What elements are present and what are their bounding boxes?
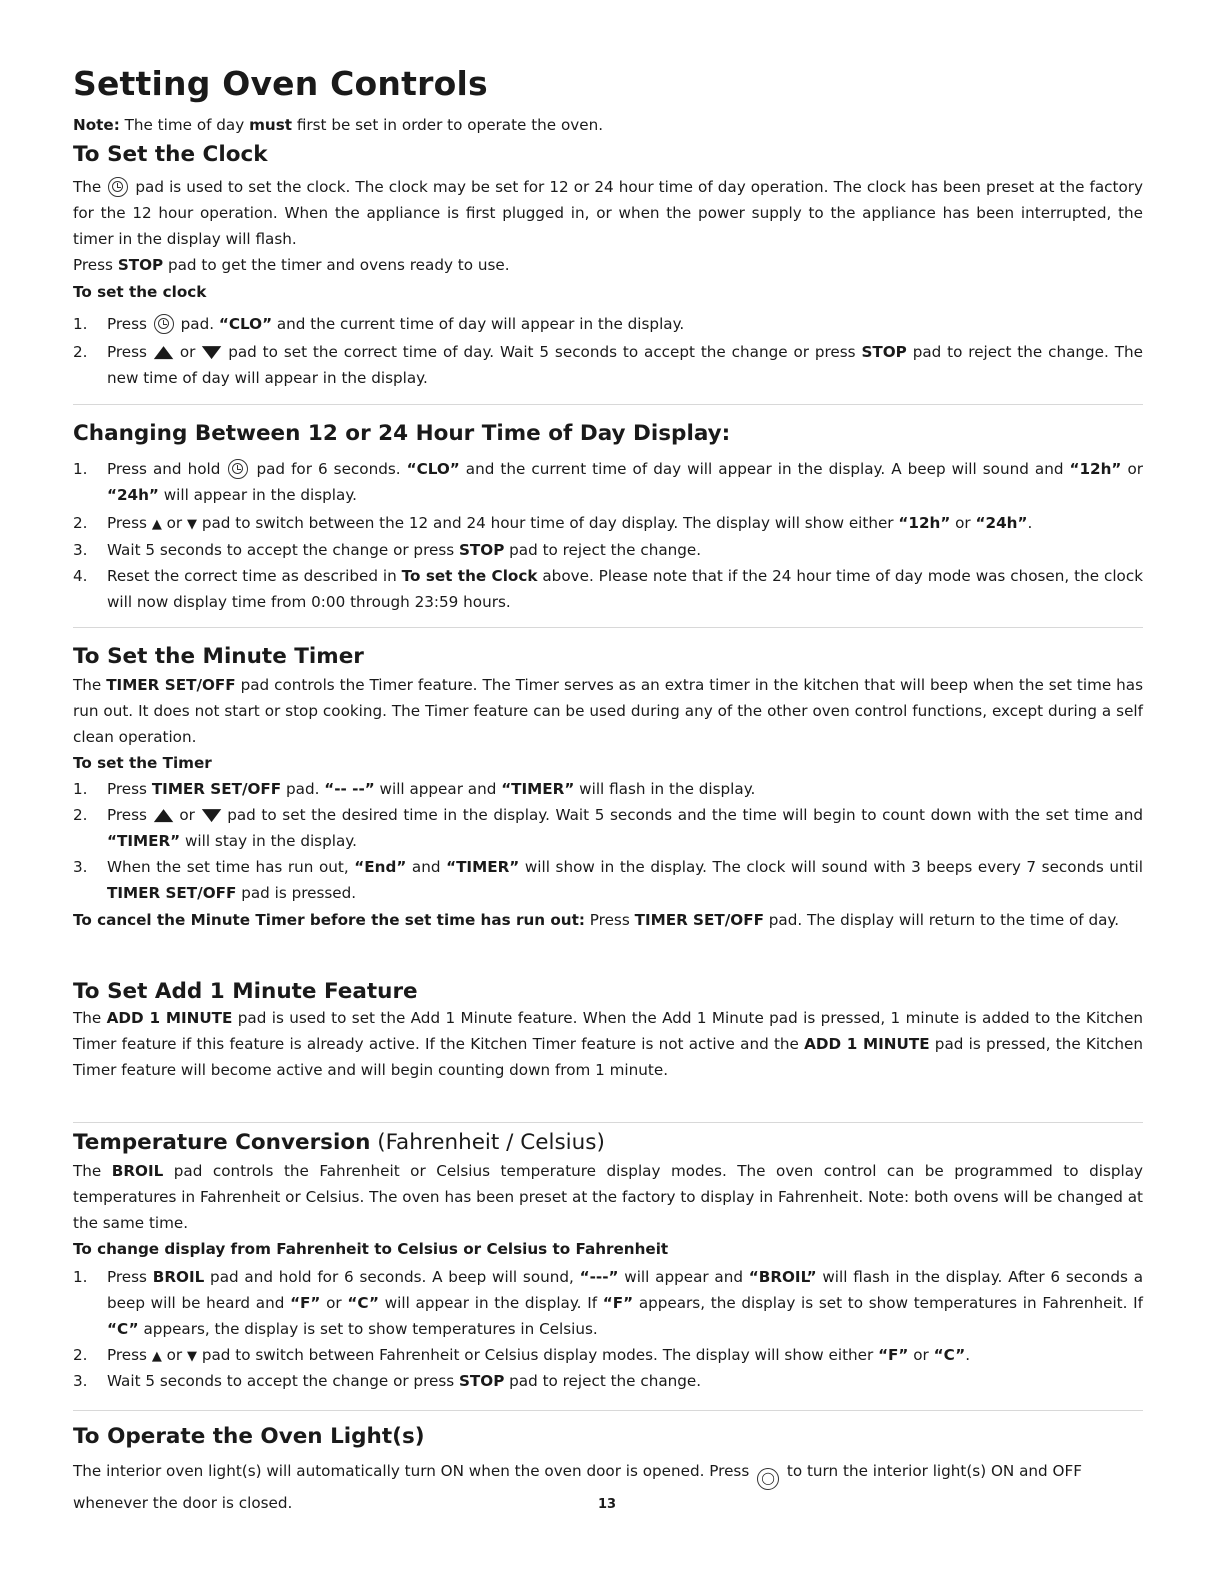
timer-intro: The TIMER SET/OFF pad controls the Timer feature. The Timer serves as an extra timer in the kitchen that will beep when the set time has run out. It does not start or stop cooking. The Timer feature can be used during any of the other oven control functions, except during a self clean operation. (73, 676, 1143, 746)
add-1-minute-text: The ADD 1 MINUTE pad is used to set the Add 1 Minute feature. When the Add 1 Minute pad is pressed, 1 minute is added to the Kitchen Timer feature if this feature is already active. If the Kitchen Timer feature is not active and the ADD 1 MINUTE pad is pressed, the Kitchen Timer feature will become active and will begin counting down from 1 minute. (73, 1009, 1144, 1079)
page-title: Setting Oven Controls (73, 64, 488, 103)
heading-12-24: Changing Between 12 or 24 Hour Time of Day Display: (73, 421, 731, 446)
temperature-intro: The BROIL pad controls the Fahrenheit or Celsius temperature display modes. The oven control can be programmed to display temperatures in Fahrenheit or Celsius. The oven has been preset at the factory to display in Fahrenheit. Note: both ovens will be changed at the same time. (73, 1162, 1144, 1232)
heading-add-1-minute: To Set Add 1 Minute Feature (73, 979, 418, 1004)
up-arrow-icon: ▲ (151, 517, 162, 532)
divider (73, 627, 1143, 628)
heading-minute-timer: To Set the Minute Timer (73, 644, 364, 669)
list-item: 1. Press BROIL pad and hold for 6 seconds. A beep will sound, “---” will appear and “BROIL” will flash in the display. After 6 seconds a beep will be heard and “F” or “C” will appear in the display. If “F” appears, the display is set to show temperatures in Fahrenheit. If “C” appears, the display is set to show temperatures in Celsius. (73, 1268, 1144, 1338)
list-item: 3. Wait 5 seconds to accept the change or press STOP pad to reject the change. (73, 541, 702, 559)
up-arrow-icon: ▲ (151, 1349, 162, 1364)
clock-icon (108, 177, 128, 197)
list-item: 3. When the set time has run out, “End” and “TIMER” will show in the display. The clock will sound with 3 beeps every 7 seconds until TIMER SET/OFF pad is pressed. (73, 858, 1143, 902)
down-arrow-icon: ▼ (187, 1349, 198, 1364)
list-item: 2. Press ▲ or ▼ pad to set the desired time in the display. Wait 5 seconds and the time will begin to count down with the set time and “TIMER” will stay in the display. (73, 802, 1143, 854)
clock-icon (154, 314, 174, 334)
list-item: 1. Press and hold pad for 6 seconds. “CLO” and the current time of day will appear in the display. A beep will sound and “12h” or “24h” will appear in the display. (73, 460, 1143, 504)
list-item: 2. Press ▲ or ▼ pad to set the correct time of day. Wait 5 seconds to accept the change or press STOP pad to reject the change. The new time of day will appear in the display. (73, 339, 1143, 391)
list-item: 3. Wait 5 seconds to accept the change or press STOP pad to reject the change. (73, 1372, 702, 1390)
divider (73, 1122, 1143, 1123)
clock-stop-text: Press STOP pad to get the timer and ovens ready to use. (73, 256, 510, 274)
list-item: 2. Press ▲ or ▼ pad to switch between Fahrenheit or Celsius display modes. The display will show either “F” or “C”. (73, 1342, 1143, 1370)
page-number: 13 (598, 1497, 617, 1512)
timer-cancel-text: To cancel the Minute Timer before the set time has run out: Press TIMER SET/OFF pad. The display will return to the time of day. (73, 911, 1120, 929)
light-bulb-icon: ◯ (757, 1468, 779, 1490)
heading-oven-light: To Operate the Oven Light(s) (73, 1424, 425, 1449)
heading-set-clock: To Set the Clock (73, 142, 268, 167)
list-item: 4. Reset the correct time as described in To set the Clock above. Please note that if the 24 hour time of day mode was chosen, the clock will now display time from 0:00 through 23:59 hours. (73, 567, 1143, 611)
up-arrow-icon: ▲ (153, 805, 173, 825)
list-item: 1. Press pad. “CLO” and the current time of day will appear in the display. (73, 315, 685, 333)
note: Note: The time of day must first be set in order to operate the oven. (73, 116, 604, 134)
divider (73, 404, 1143, 405)
subheading-set-clock: To set the clock (73, 283, 207, 301)
down-arrow-icon: ▼ (187, 517, 198, 532)
up-arrow-icon: ▲ (153, 342, 174, 362)
list-item: 1. Press TIMER SET/OFF pad. “-- --” will appear and “TIMER” will flash in the display. (73, 780, 756, 798)
oven-light-text: The interior oven light(s) will automatically turn ON when the oven door is opened. Press ◯ to turn the interior light(s) ON and OFF whenever the door is closed. (73, 1462, 1082, 1512)
down-arrow-icon: ▼ (201, 805, 221, 825)
down-arrow-icon: ▼ (201, 342, 222, 362)
subheading-change-display: To change display from Fahrenheit to Celsius or Celsius to Fahrenheit (73, 1240, 669, 1258)
list-item: 2. Press ▲ or ▼ pad to switch between the 12 and 24 hour time of day display. The display will show either “12h” or “24h”. (73, 510, 1143, 538)
subheading-set-timer: To set the Timer (73, 754, 212, 772)
divider (73, 1410, 1143, 1411)
clock-intro: The pad is used to set the clock. The clock may be set for 12 or 24 hour time of day operation. The clock has been preset at the factory for the 12 hour operation. When the appliance is first plugged in, or when the power supply to the appliance has been interrupted, the timer in the display will flash. (73, 178, 1143, 248)
heading-temperature-conversion: Temperature Conversion (Fahrenheit / Celsius) (73, 1130, 605, 1155)
clock-icon (228, 459, 248, 479)
